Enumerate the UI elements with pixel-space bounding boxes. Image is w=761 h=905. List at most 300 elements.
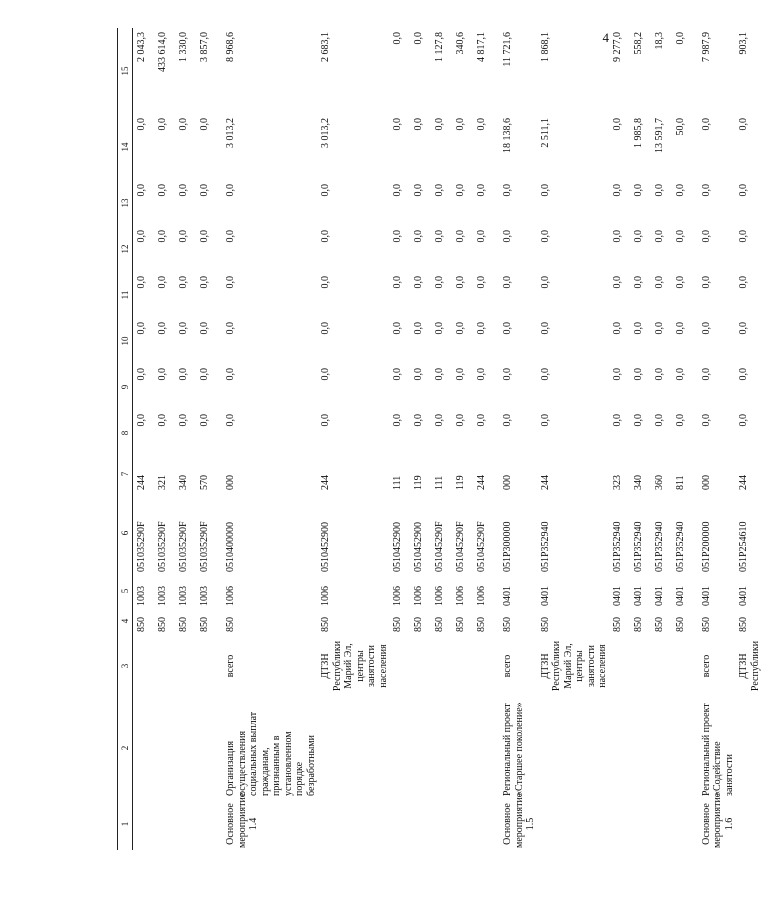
- cell-col-11: 0,0: [539, 276, 551, 289]
- col-header-14: 14: [118, 114, 133, 180]
- cell-col-14: 0,0: [178, 118, 189, 131]
- cell-col-2: [154, 698, 175, 798]
- cell-col-6: 051035290F: [199, 521, 210, 572]
- cell-col-1: [630, 798, 651, 850]
- cell-col-6: 051P352940: [653, 521, 665, 572]
- cell-col-8: 0,0: [320, 414, 331, 427]
- cell-col-15: 558,2: [632, 32, 644, 55]
- column-number-row: [118, 28, 133, 850]
- cell-col-1: [196, 798, 217, 850]
- cell-col-10: 0,0: [199, 322, 210, 335]
- cell-col-14: 2 511,1: [539, 118, 551, 148]
- cell-col-3: [672, 634, 693, 698]
- cell-col-8: 0,0: [539, 414, 551, 427]
- cell-col-1: [672, 798, 693, 850]
- cell-col-10: 0,0: [738, 322, 749, 335]
- cell-col-3: [196, 634, 217, 698]
- col-header-15: 15: [118, 28, 133, 114]
- cell-col-7: 340: [632, 475, 644, 490]
- cell-col-5: 1006: [476, 586, 487, 606]
- cell-col-7: 000: [225, 475, 236, 490]
- cell-col-9: 0,0: [157, 368, 168, 381]
- cell-col-2: [389, 698, 410, 798]
- cell-col-7: 360: [653, 475, 665, 490]
- cell-col-3: [431, 634, 452, 698]
- cell-col-4: 850: [476, 617, 487, 632]
- cell-col-9: 0,0: [434, 368, 445, 381]
- cell-col-4: 850: [199, 617, 210, 632]
- cell-col-5: 1006: [434, 586, 445, 606]
- cell-col-5: 0401: [502, 586, 513, 606]
- cell-col-6: 0510452900: [392, 522, 403, 572]
- cell-col-4: 850: [738, 617, 749, 632]
- cell-col-2: [630, 698, 651, 798]
- cell-col-14: 0,0: [700, 118, 712, 131]
- cell-col-14: 0,0: [455, 118, 466, 131]
- cell-col-10: 0,0: [413, 322, 424, 335]
- cell-col-10: 0,0: [225, 322, 236, 335]
- cell-col-4: 850: [157, 617, 168, 632]
- table-row: [133, 28, 155, 850]
- cell-col-8: 0,0: [738, 414, 749, 427]
- cell-col-14: 0,0: [157, 118, 168, 131]
- cell-col-14: 0,0: [434, 118, 445, 131]
- cell-col-9: 0,0: [674, 368, 686, 381]
- cell-col-14: 0,0: [476, 118, 487, 131]
- cell-col-5: 1003: [157, 586, 168, 606]
- cell-col-12: 0,0: [539, 230, 551, 243]
- cell-col-10: 0,0: [653, 322, 665, 335]
- cell-col-14: 13 591,7: [653, 118, 665, 153]
- cell-col-7: 111: [392, 475, 403, 490]
- cell-col-15: 11 721,6: [502, 32, 513, 67]
- cell-col-12: 0,0: [392, 230, 403, 243]
- cell-col-14: 3 013,2: [320, 118, 331, 148]
- cell-col-1: [317, 798, 389, 850]
- cell-col-3: ДТЗН Республики Марий Эл, центры занятости населения: [539, 640, 608, 692]
- cell-col-3: [651, 634, 672, 698]
- table-row: [154, 28, 175, 850]
- rotated-sheet: [117, 28, 761, 850]
- cell-col-7: 244: [320, 475, 331, 490]
- col-header-3: 3: [118, 634, 133, 698]
- cell-col-7: 811: [674, 475, 686, 490]
- cell-col-13: 0,0: [413, 184, 424, 197]
- cell-col-8: 0,0: [225, 414, 236, 427]
- cell-col-6: 051P352940: [539, 521, 551, 572]
- cell-col-5: 0401: [539, 586, 551, 606]
- cell-col-8: 0,0: [434, 414, 445, 427]
- cell-col-3: ДТЗН Республики Марий Эл, центры занятости населения: [320, 640, 389, 692]
- cell-col-8: 0,0: [178, 414, 189, 427]
- cell-col-11: 0,0: [674, 276, 686, 289]
- cell-col-15: 3 857,0: [199, 32, 210, 62]
- cell-col-12: 0,0: [434, 230, 445, 243]
- cell-col-13: 0,0: [502, 184, 513, 197]
- cell-col-11: 0,0: [178, 276, 189, 289]
- cell-col-9: 0,0: [320, 368, 331, 381]
- cell-col-5: 1003: [178, 586, 189, 606]
- cell-col-4: 850: [653, 617, 665, 632]
- table-row: [410, 28, 431, 850]
- cell-col-1: [389, 798, 410, 850]
- cell-col-15: 7 987,9: [700, 32, 712, 62]
- cell-col-15: 340,6: [455, 32, 466, 55]
- cell-col-1: Основное мероприятие 1.6: [700, 792, 735, 848]
- col-header-1: 1: [118, 798, 133, 850]
- cell-col-13: 0,0: [178, 184, 189, 197]
- cell-col-3: [630, 634, 651, 698]
- cell-col-6: 051P352940: [611, 521, 623, 572]
- cell-col-8: 0,0: [157, 414, 168, 427]
- table-row: [735, 28, 761, 850]
- cell-col-10: 0,0: [539, 322, 551, 335]
- cell-col-3: [410, 634, 431, 698]
- cell-col-7: 340: [178, 475, 189, 490]
- cell-col-15: 1 127,8: [434, 32, 445, 62]
- cell-col-13: 0,0: [392, 184, 403, 197]
- cell-col-2: Региональный проект «Содействие занятости: [700, 703, 735, 796]
- cell-col-1: Основное мероприятие 1.5: [502, 792, 536, 848]
- cell-col-12: 0,0: [320, 230, 331, 243]
- cell-col-2: [175, 698, 196, 798]
- cell-col-11: 0,0: [653, 276, 665, 289]
- cell-col-1: [154, 798, 175, 850]
- cell-col-15: 903,1: [738, 32, 749, 55]
- col-header-4: 4: [118, 608, 133, 634]
- cell-col-15: 2 683,1: [320, 32, 331, 62]
- cell-col-15: 1 868,1: [539, 32, 551, 62]
- cell-col-1: [473, 798, 494, 850]
- cell-col-9: 0,0: [700, 368, 712, 381]
- cell-col-5: 0401: [674, 586, 686, 606]
- cell-col-12: 0,0: [199, 230, 210, 243]
- cell-col-1: [410, 798, 431, 850]
- cell-col-7: 244: [738, 475, 749, 490]
- cell-col-1: [175, 798, 196, 850]
- cell-col-5: 1003: [199, 586, 210, 606]
- cell-col-2: [735, 698, 761, 798]
- cell-col-10: 0,0: [320, 322, 331, 335]
- cell-col-4: 850: [434, 617, 445, 632]
- cell-col-4: 850: [674, 617, 686, 632]
- cell-col-4: 850: [632, 617, 644, 632]
- cell-col-12: 0,0: [632, 230, 644, 243]
- cell-col-13: 0,0: [653, 184, 665, 197]
- cell-col-7: 570: [199, 475, 210, 490]
- cell-col-13: 0,0: [539, 184, 551, 197]
- table-row: [630, 28, 651, 850]
- cell-col-5: 1006: [413, 586, 424, 606]
- cell-col-4: 850: [539, 617, 551, 632]
- cell-col-15: 2 043,3: [136, 32, 147, 62]
- cell-col-7: 244: [476, 475, 487, 490]
- cell-col-6: 051035290F: [136, 521, 147, 572]
- cell-col-2: [537, 698, 609, 798]
- cell-col-10: 0,0: [455, 322, 466, 335]
- cell-col-13: 0,0: [157, 184, 168, 197]
- cell-col-12: 0,0: [674, 230, 686, 243]
- cell-col-12: 0,0: [502, 230, 513, 243]
- cell-col-6: 051045290F: [434, 521, 445, 572]
- cell-col-5: 0401: [700, 586, 712, 606]
- cell-col-14: 0,0: [413, 118, 424, 131]
- cell-col-13: 0,0: [476, 184, 487, 197]
- cell-col-10: 0,0: [632, 322, 644, 335]
- table-row: [693, 28, 736, 850]
- cell-col-8: 0,0: [502, 414, 513, 427]
- cell-col-6: 051035290F: [178, 521, 189, 572]
- cell-col-12: 0,0: [136, 230, 147, 243]
- cell-col-7: 323: [611, 475, 623, 490]
- cell-col-2: [133, 698, 155, 798]
- col-header-12: 12: [118, 226, 133, 272]
- table-row: [175, 28, 196, 850]
- cell-col-14: 50,0: [674, 118, 686, 136]
- cell-col-5: 1006: [225, 586, 236, 606]
- table-row: [452, 28, 473, 850]
- cell-col-14: 0,0: [199, 118, 210, 131]
- cell-col-13: 0,0: [738, 184, 749, 197]
- cell-col-1: [651, 798, 672, 850]
- cell-col-9: 0,0: [225, 368, 236, 381]
- cell-col-9: 0,0: [178, 368, 189, 381]
- table-row: [431, 28, 452, 850]
- cell-col-3: [473, 634, 494, 698]
- cell-col-10: 0,0: [392, 322, 403, 335]
- page-number: 4: [602, 30, 609, 45]
- cell-col-10: 0,0: [178, 322, 189, 335]
- cell-col-2: Региональный проект «Старшее поколение»: [502, 702, 525, 796]
- cell-col-3: [609, 634, 630, 698]
- table-row: [609, 28, 630, 850]
- cell-col-7: 321: [157, 475, 168, 490]
- table-body: [133, 28, 761, 850]
- cell-col-12: 0,0: [178, 230, 189, 243]
- cell-col-2: [196, 698, 217, 798]
- cell-col-4: 850: [611, 617, 623, 632]
- cell-col-14: 0,0: [392, 118, 403, 131]
- cell-col-5: 1006: [392, 586, 403, 606]
- cell-col-7: 119: [455, 475, 466, 490]
- cell-col-12: 0,0: [611, 230, 623, 243]
- cell-col-10: 0,0: [502, 322, 513, 335]
- cell-col-11: 0,0: [476, 276, 487, 289]
- cell-col-4: 850: [225, 617, 236, 632]
- cell-col-15: 9 277,0: [611, 32, 623, 62]
- cell-col-15: 8 968,6: [225, 32, 236, 62]
- cell-col-6: 0510452900: [413, 522, 424, 572]
- table-row: [217, 28, 317, 850]
- cell-col-9: 0,0: [653, 368, 665, 381]
- cell-col-13: 0,0: [320, 184, 331, 197]
- cell-col-4: 850: [413, 617, 424, 632]
- cell-col-8: 0,0: [611, 414, 623, 427]
- cell-col-3: [133, 634, 155, 698]
- cell-col-3: [452, 634, 473, 698]
- cell-col-12: 0,0: [653, 230, 665, 243]
- cell-col-4: 850: [502, 617, 513, 632]
- cell-col-12: 0,0: [738, 230, 749, 243]
- cell-col-5: 0401: [611, 586, 623, 606]
- cell-col-15: 0,0: [392, 32, 403, 45]
- cell-col-10: 0,0: [611, 322, 623, 335]
- table-row: [317, 28, 389, 850]
- table-row: [494, 28, 537, 850]
- cell-col-8: 0,0: [653, 414, 665, 427]
- cell-col-9: 0,0: [502, 368, 513, 381]
- cell-col-7: 000: [700, 475, 712, 490]
- cell-col-7: 000: [502, 475, 513, 490]
- cell-col-1: [133, 798, 155, 850]
- cell-col-8: 0,0: [392, 414, 403, 427]
- cell-col-9: 0,0: [632, 368, 644, 381]
- cell-col-4: 850: [392, 617, 403, 632]
- cell-col-11: 0,0: [434, 276, 445, 289]
- cell-col-14: 0,0: [738, 118, 749, 131]
- cell-col-14: 1 985,8: [632, 118, 644, 148]
- cell-col-1: [452, 798, 473, 850]
- cell-col-13: 0,0: [434, 184, 445, 197]
- cell-col-9: 0,0: [413, 368, 424, 381]
- cell-col-2: [609, 698, 630, 798]
- cell-col-5: 1006: [320, 586, 331, 606]
- cell-col-7: 111: [434, 475, 445, 490]
- cell-col-7: 119: [413, 475, 424, 490]
- col-header-13: 13: [118, 180, 133, 226]
- cell-col-15: 4 817,1: [476, 32, 487, 62]
- cell-col-15: 433 614,0: [157, 32, 168, 72]
- cell-col-6: 051P352940: [674, 521, 686, 572]
- cell-col-6: 051P200000: [700, 521, 712, 572]
- cell-col-4: 850: [178, 617, 189, 632]
- cell-col-11: 0,0: [199, 276, 210, 289]
- cell-col-11: 0,0: [157, 276, 168, 289]
- cell-col-5: 0401: [632, 586, 644, 606]
- cell-col-5: 1006: [455, 586, 466, 606]
- cell-col-1: Основное мероприятие 1.4: [225, 792, 259, 848]
- col-header-10: 10: [118, 318, 133, 364]
- col-header-2: 2: [118, 698, 133, 798]
- cell-col-12: 0,0: [455, 230, 466, 243]
- cell-col-11: 0,0: [632, 276, 644, 289]
- cell-col-12: 0,0: [700, 230, 712, 243]
- cell-col-1: [609, 798, 630, 850]
- cell-col-8: 0,0: [632, 414, 644, 427]
- cell-col-9: 0,0: [392, 368, 403, 381]
- cell-col-10: 0,0: [674, 322, 686, 335]
- cell-col-13: 0,0: [136, 184, 147, 197]
- cell-col-1: [735, 798, 761, 850]
- cell-col-9: 0,0: [199, 368, 210, 381]
- table-row: [196, 28, 217, 850]
- cell-col-6: 051P254610: [738, 521, 749, 572]
- cell-col-6: 0510400000: [225, 522, 236, 572]
- cell-col-4: 850: [136, 617, 147, 632]
- col-header-11: 11: [118, 272, 133, 318]
- cell-col-10: 0,0: [434, 322, 445, 335]
- cell-col-11: 0,0: [225, 276, 236, 289]
- cell-col-11: 0,0: [320, 276, 331, 289]
- table-row: [473, 28, 494, 850]
- cell-col-8: 0,0: [199, 414, 210, 427]
- cell-col-11: 0,0: [738, 276, 749, 289]
- cell-col-13: 0,0: [674, 184, 686, 197]
- cell-col-2: [410, 698, 431, 798]
- cell-col-10: 0,0: [136, 322, 147, 335]
- cell-col-9: 0,0: [476, 368, 487, 381]
- cell-col-3: всего: [700, 654, 712, 678]
- cell-col-3: ДТЗН Республики: [738, 640, 761, 692]
- budget-table: [117, 28, 761, 850]
- col-header-7: 7: [118, 456, 133, 492]
- cell-col-11: 0,0: [413, 276, 424, 289]
- cell-col-2: [431, 698, 452, 798]
- cell-col-6: 051035290F: [157, 521, 168, 572]
- cell-col-2: [452, 698, 473, 798]
- col-header-5: 5: [118, 574, 133, 608]
- cell-col-9: 0,0: [455, 368, 466, 381]
- cell-col-8: 0,0: [674, 414, 686, 427]
- cell-col-3: всего: [502, 654, 513, 678]
- cell-col-10: 0,0: [157, 322, 168, 335]
- col-header-6: 6: [118, 492, 133, 574]
- cell-col-13: 0,0: [632, 184, 644, 197]
- cell-col-13: 0,0: [199, 184, 210, 197]
- cell-col-11: 0,0: [502, 276, 513, 289]
- col-header-8: 8: [118, 410, 133, 456]
- cell-col-2: [473, 698, 494, 798]
- cell-col-6: 051045290F: [455, 521, 466, 572]
- cell-col-8: 0,0: [700, 414, 712, 427]
- cell-col-6: 0510452900: [320, 522, 331, 572]
- cell-col-5: 0401: [653, 586, 665, 606]
- cell-col-3: [175, 634, 196, 698]
- table-row: [672, 28, 693, 850]
- cell-col-2: [672, 698, 693, 798]
- cell-col-1: [431, 798, 452, 850]
- cell-col-4: 850: [455, 617, 466, 632]
- cell-col-11: 0,0: [392, 276, 403, 289]
- cell-col-5: 1003: [136, 586, 147, 606]
- cell-col-6: 051P352940: [632, 521, 644, 572]
- cell-col-15: 18,3: [653, 32, 665, 50]
- cell-col-7: 244: [539, 475, 551, 490]
- cell-col-3: [154, 634, 175, 698]
- cell-col-13: 0,0: [611, 184, 623, 197]
- cell-col-9: 0,0: [539, 368, 551, 381]
- cell-col-8: 0,0: [136, 414, 147, 427]
- cell-col-15: 1 330,0: [178, 32, 189, 62]
- cell-col-15: 0,0: [674, 32, 686, 45]
- cell-col-14: 3 013,2: [225, 118, 236, 148]
- cell-col-11: 0,0: [700, 276, 712, 289]
- cell-col-9: 0,0: [136, 368, 147, 381]
- cell-col-3: всего: [225, 654, 236, 678]
- cell-col-2: Организация осуществления социальных выплат гражданам, признанным в установленном порядке безработными: [225, 711, 317, 796]
- cell-col-14: 0,0: [611, 118, 623, 131]
- cell-col-9: 0,0: [611, 368, 623, 381]
- cell-col-9: 0,0: [738, 368, 749, 381]
- cell-col-11: 0,0: [136, 276, 147, 289]
- table-row: [651, 28, 672, 850]
- cell-col-11: 0,0: [611, 276, 623, 289]
- cell-col-13: 0,0: [455, 184, 466, 197]
- cell-col-13: 0,0: [225, 184, 236, 197]
- cell-col-8: 0,0: [455, 414, 466, 427]
- cell-col-10: 0,0: [700, 322, 712, 335]
- table-row: [537, 28, 609, 850]
